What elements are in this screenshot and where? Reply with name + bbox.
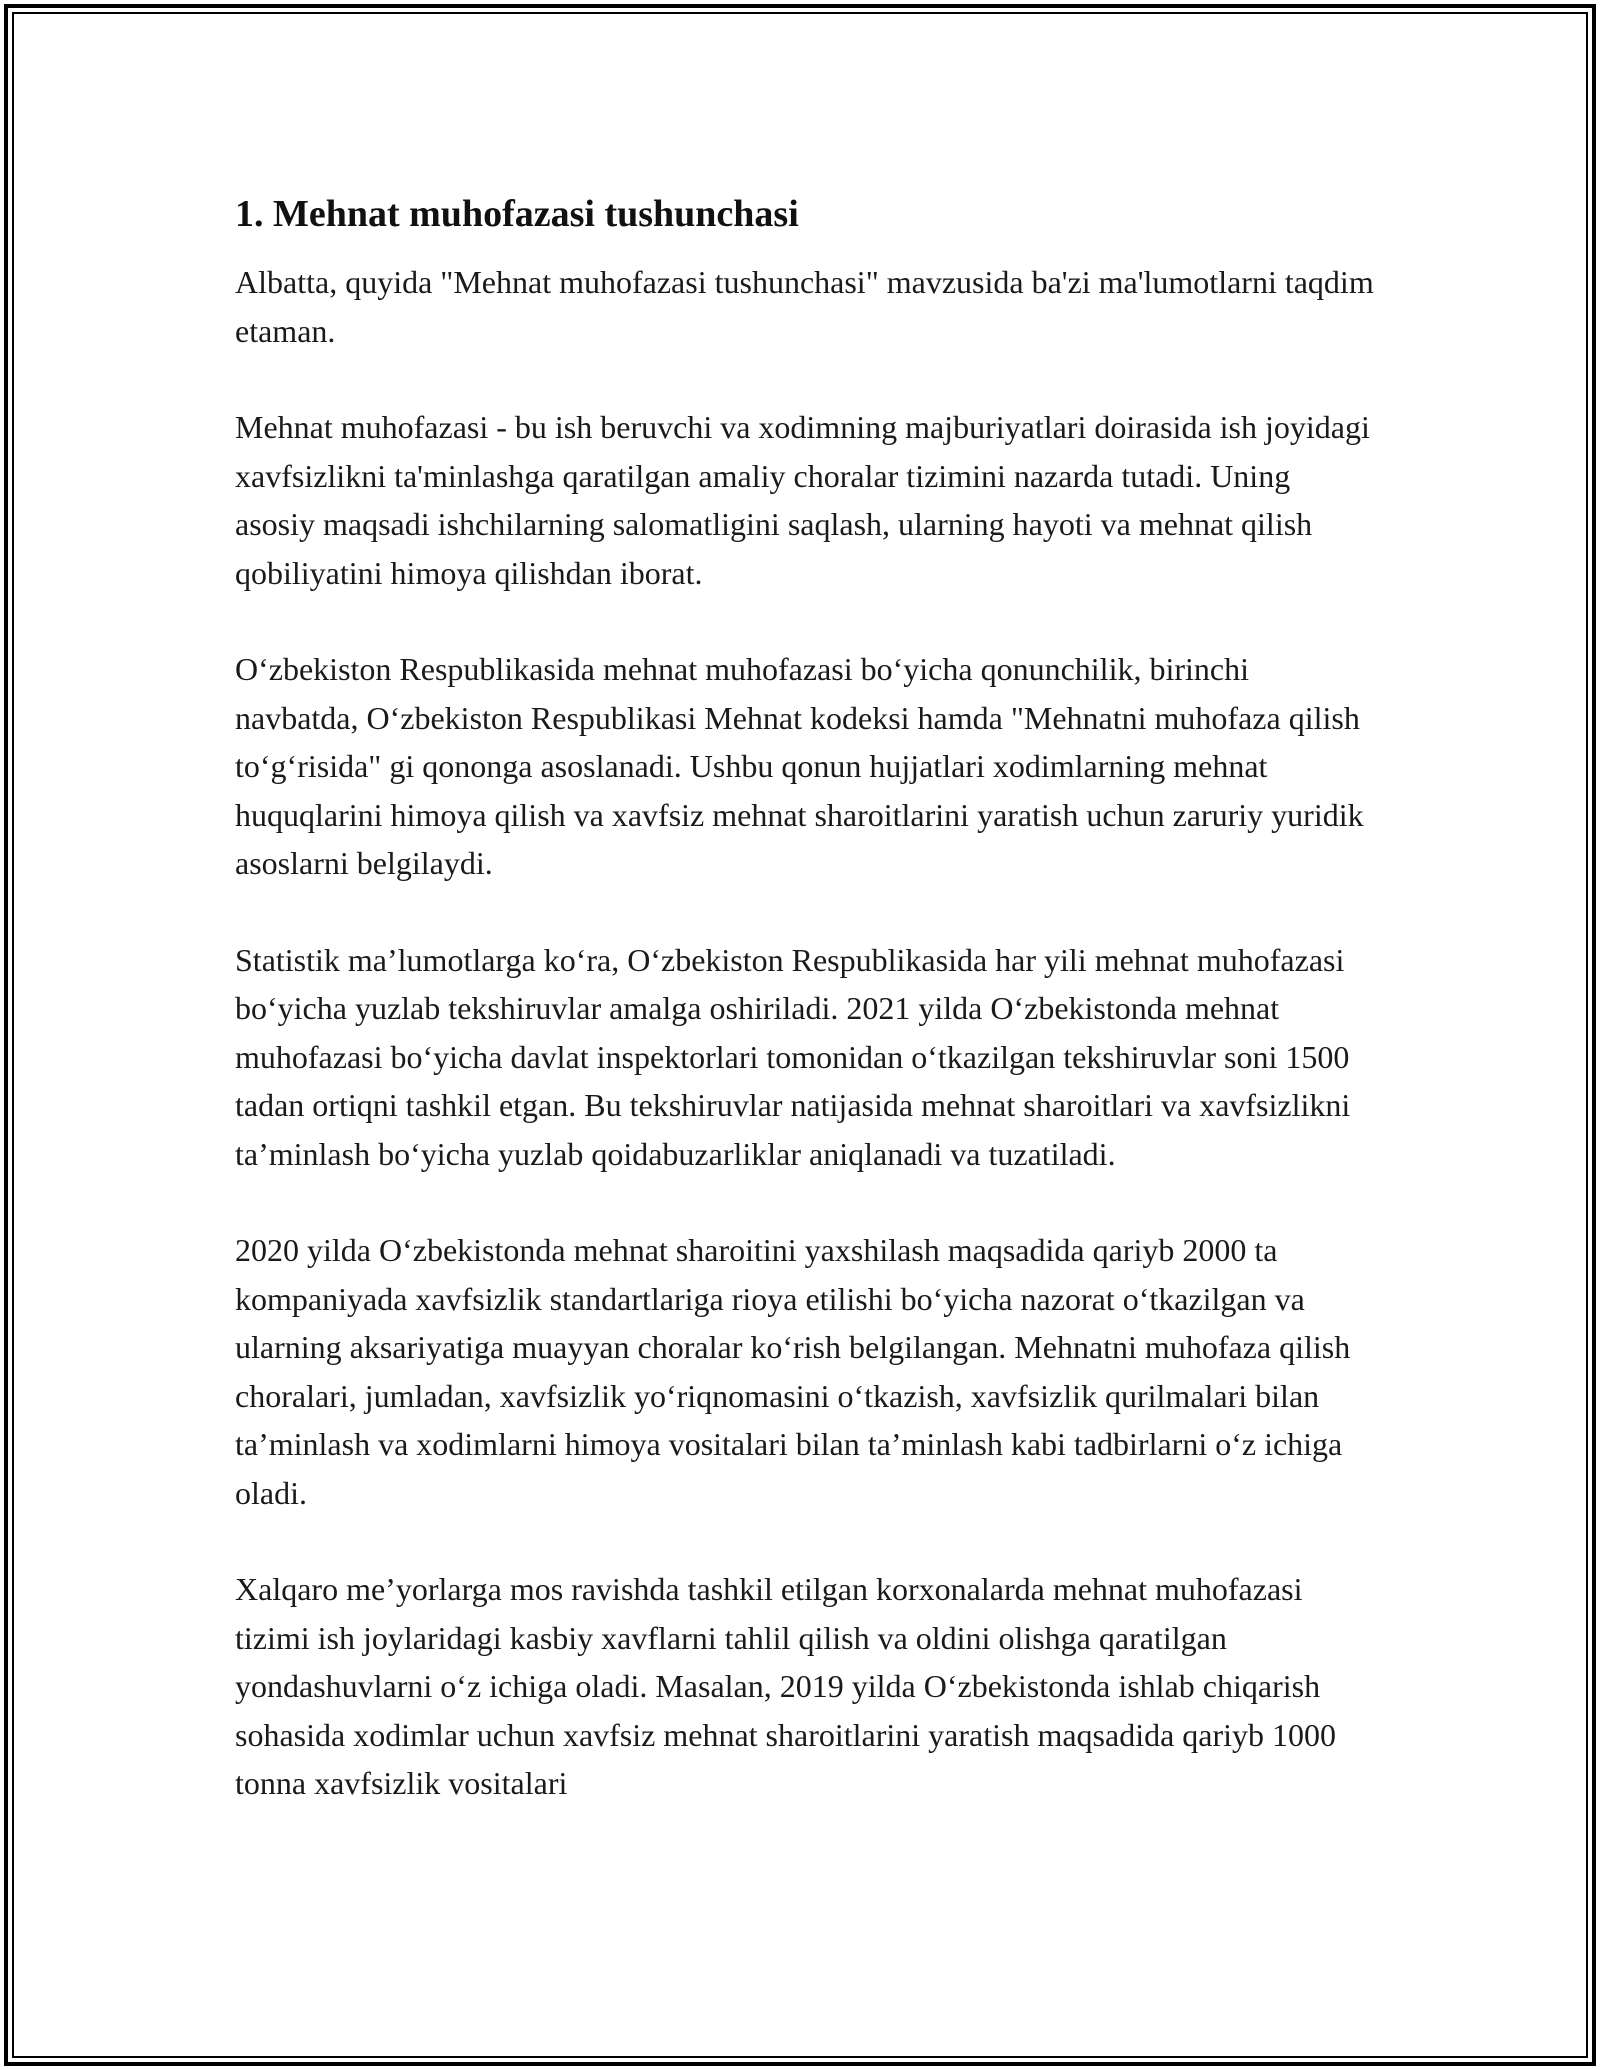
paragraph-intro: Albatta, quyida "Mehnat muhofazasi tushunchasi" mavzusida ba'zi ma'lumotlarni taqdim etaman. [235, 264, 1374, 349]
paragraph-international-standards: Xalqaro me’yorlarga mos ravishda tashkil etilgan korxonalarda mehnat muhofazasi tizimi ish joylaridagi kasbiy xavflarni tahlil qilish va oldini olishga qaratilgan yondashuvlarni o‘z ichiga oladi. Masalan, 2019 yilda O‘zbekistonda ishlab chiqarish sohasida xodimlar uchun xavfsiz mehnat sharoitlarini yaratish maqsadida qariyb 1000 tonna xavfsizlik vositalari [235, 1571, 1337, 1801]
paragraph-statistics: Statistik ma’lumotlarga ko‘ra, O‘zbekiston Respublikasida har yili mehnat muhofazasi bo‘yicha yuzlab tekshiruvlar amalga oshiriladi. 2021 yilda O‘zbekistonda mehnat muhofazasi bo‘yicha davlat inspektorlari tomonidan o‘tkazilgan tekshiruvlar soni 1500 tadan ortiqni tashkil etgan. Bu tekshiruvlar natijasida mehnat sharoitlari va xavfsizlikni ta’minlash bo‘yicha yuzlab qoidabuzarliklar aniqlanadi va tuzatiladi. [235, 941, 1351, 1172]
section-heading: 1. Mehnat muhofazasi tushunchasi [235, 193, 799, 235]
paragraph-definition: Mehnat muhofazasi - bu ish beruvchi va xodimning majburiyatlari doirasida ish joyidagi xavfsizlikni ta'minlashga qaratilgan amaliy choralar tizimini nazarda tutadi. Uning asosiy maqsadi ishchilarning salomatligini saqlash, ularning hayoti va mehnat qilish qobiliyatini himoya qilishdan iborat. [235, 409, 1370, 591]
document-body [235, 188, 1375, 1856]
paragraph-2020-measures: 2020 yilda O‘zbekistonda mehnat sharoitini yaxshilash maqsadida qariyb 2000 ta kompaniyada xavfsizlik standartlariga rioya etilishi bo‘yicha nazorat o‘tkazilgan va ularning aksariyatiga muayyan choralar ko‘rish belgilangan. Mehnatni muhofaza qilish choralari, jumladan, xavfsizlik yo‘riqnomasini o‘tkazish, xavfsizlik qurilmalari bilan ta’minlash va xodimlarni himoya vositalari bilan ta’minlash kabi tadbirlarni o‘z ichiga oladi. [235, 1232, 1351, 1511]
paragraph-legislation: O‘zbekiston Respublikasida mehnat muhofazasi bo‘yicha qonunchilik, birinchi navbatda, O‘zbekiston Respublikasi Mehnat kodeksi hamda "Mehnatni muhofaza qilish to‘g‘risida" gi qononga asoslanadi. Ushbu qonun hujjatlari xodimlarning mehnat huquqlarini himoya qilish va xavfsiz mehnat sharoitlarini yaratish uchun zaruriy yuridik asoslarni belgilaydi. [235, 651, 1364, 881]
